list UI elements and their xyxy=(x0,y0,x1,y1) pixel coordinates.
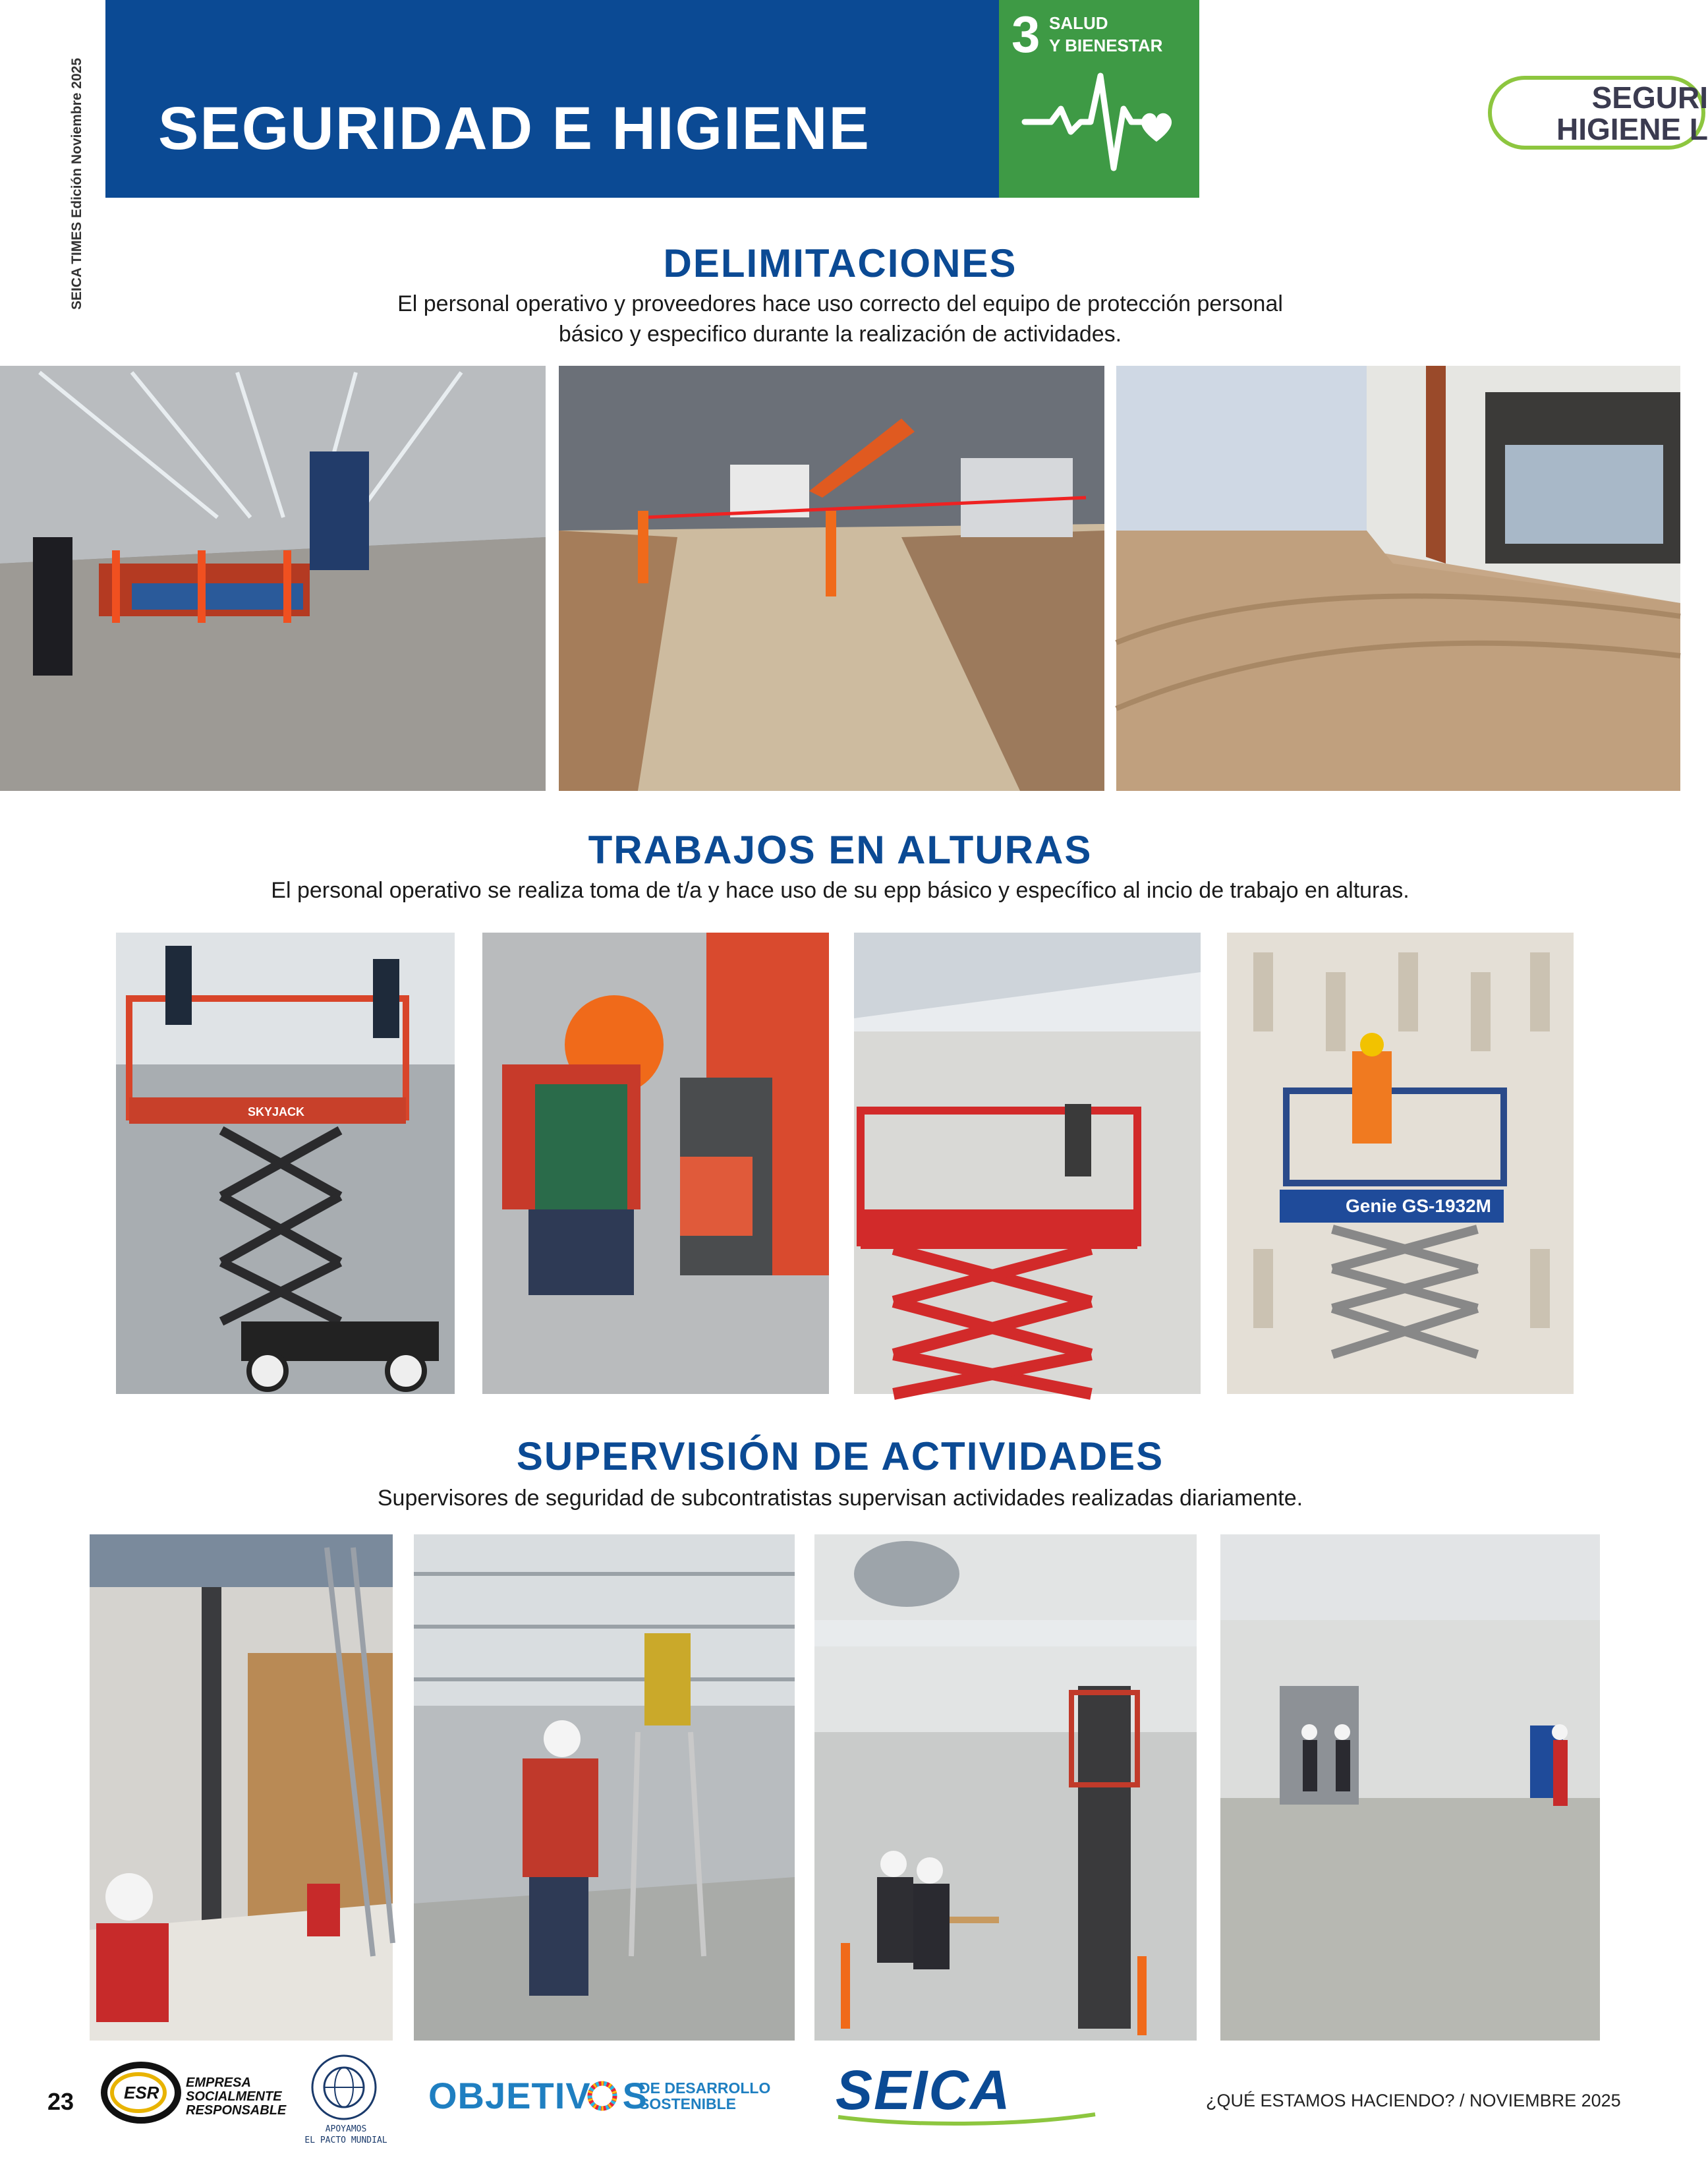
sdg-label-line2: Y BIENESTAR xyxy=(1049,36,1163,55)
sdg-wheel-icon xyxy=(588,2081,617,2110)
sdg-label xyxy=(1049,12,1181,57)
photo-worker-inspection xyxy=(482,933,829,1394)
section-desc-delimitaciones: El personal operativo y proveedores hace uso correcto del equipo de protección personal básico y especifico durante la realización de actividades. xyxy=(397,291,1283,347)
section-title-delimitaciones: DELIMITACIONES xyxy=(663,241,1017,285)
photo-ceiling-supervision xyxy=(414,1534,795,2041)
section-desc-trabajos-alturas: El personal operativo se realiza toma de t/a y hace uso de su epp básico y específico al incio de trabajo en alturas. xyxy=(271,878,1409,903)
page-title: SEGURIDAD E HIGIENE xyxy=(158,95,870,162)
seica-logo xyxy=(832,2059,1108,2129)
sdg-number: 3 xyxy=(1011,5,1040,63)
ods-subtitle: DE DESARROLLO SOSTENIBLE xyxy=(639,2079,771,2112)
photo-warehouse-supervision xyxy=(1220,1534,1600,2041)
sdg-label-line1: SALUD xyxy=(1049,13,1108,33)
section-title-supervision: SUPERVISIÓN DE ACTIVIDADES xyxy=(516,1434,1164,1478)
esr-text: EMPRESA SOCIALMENTE RESPONSABLE xyxy=(186,2075,287,2118)
skyjack-label: SKYJACK xyxy=(248,1105,305,1118)
page-number: 23 xyxy=(47,2088,74,2115)
global-compact-text: APOYAMOS EL PACTO MUNDIAL xyxy=(304,2124,387,2145)
photo-genie-lift xyxy=(1227,933,1574,1394)
svg-text:ESR: ESR xyxy=(124,2083,159,2102)
edition-label: SEICA TIMES Edición Noviembre 2025 xyxy=(69,58,84,310)
esr-logo xyxy=(100,2062,179,2124)
ods-logo-text: OBJETIV S xyxy=(428,2075,648,2116)
section-title-trabajos-alturas: TRABAJOS EN ALTURAS xyxy=(588,828,1093,872)
section-tab-label: SEGURI HIGIENE L xyxy=(1556,80,1708,146)
photo-lift-supervision xyxy=(814,1534,1197,2041)
svg-text:SEICA: SEICA xyxy=(836,2059,1011,2121)
photo-site-road xyxy=(1116,366,1680,791)
photo-ladder-supervision xyxy=(90,1534,393,2041)
photo-road-barrier xyxy=(559,366,1104,791)
genie-label: Genie GS-1932M xyxy=(1346,1196,1491,1216)
photo-skyjack-lift xyxy=(116,933,455,1394)
section-desc-supervision: Supervisores de seguridad de subcontratistas supervisan actividades realizadas diariamente. xyxy=(377,1486,1303,1511)
global-compact-logo xyxy=(310,2053,378,2122)
photo-warehouse-delimitation xyxy=(0,366,546,791)
photo-red-scissor-lift xyxy=(854,933,1201,1394)
heartbeat-icon xyxy=(1025,69,1183,175)
footer-text: ¿QUÉ ESTAMOS HACIENDO? / NOVIEMBRE 2025 xyxy=(1206,2091,1621,2110)
